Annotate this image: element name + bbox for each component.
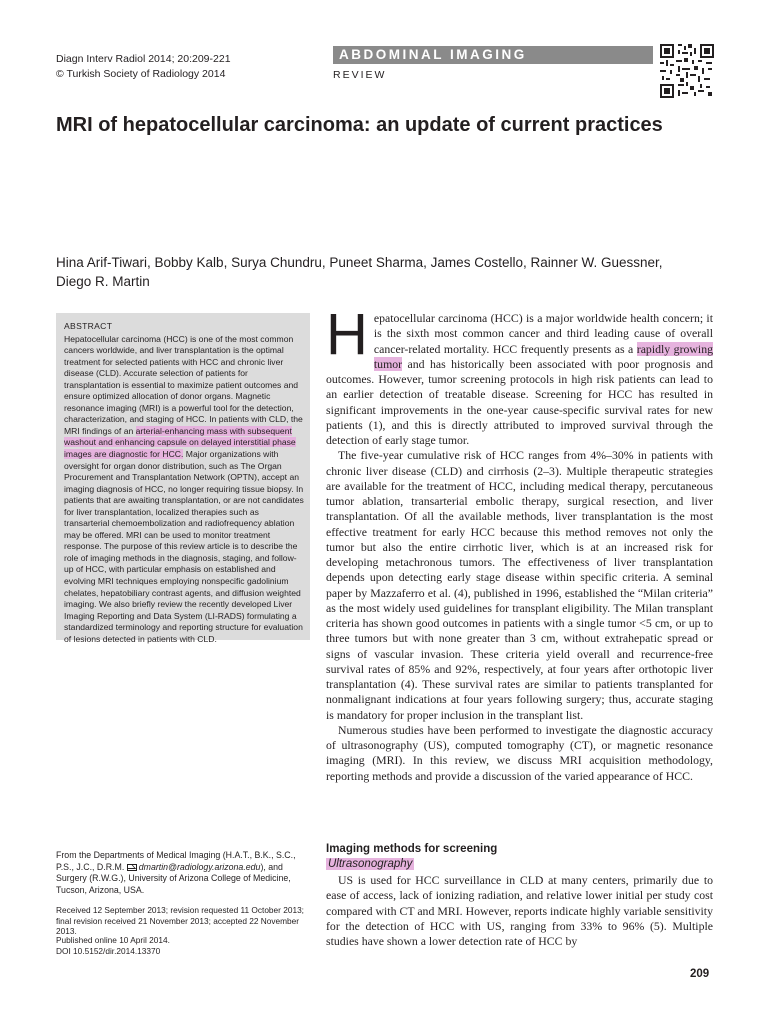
author-list	[56, 253, 716, 291]
authors-line: Diego R. Martin	[56, 274, 150, 289]
section-banner: ABDOMINAL IMAGING	[333, 46, 653, 64]
page-number: 209	[690, 968, 710, 980]
drop-cap: H	[326, 302, 368, 367]
article-title: MRI of hepatocellular carcinoma: an update of current practices	[56, 114, 663, 136]
author-email-link[interactable]: dmartin@radiology.arizona.edu	[138, 861, 261, 872]
body-paragraph: US is used for HCC surveillance in CLD at many centers, primarily due to ease of access, lack of ionizing radiation, and relative lower initial per study cost compared with CT and MRI. However, reports indicate highly variable sensitivity for the detection of HCC with US, ranging from 33% to 96% (5). Multiple studies have shown a lower detection rate of HCC by	[326, 873, 713, 948]
subsection-heading: Ultrasonography	[328, 858, 413, 870]
body-text-2	[326, 873, 713, 949]
published-date: Published online 10 April 2014.	[56, 935, 170, 945]
abstract-highlight: arterial-enhancing mass with subsequent washout and enhancing capsule on delayed interstitial phase images are diagnostic for HCC.	[64, 425, 296, 460]
envelope-icon	[127, 864, 137, 871]
received-note: Received 12 September 2013; revision requested 11 October 2013; final revision received 21 November 2013; accepted 22 November 2013.	[56, 905, 304, 936]
body-text	[326, 302, 713, 784]
body-paragraph: Numerous studies have been performed to investigate the diagnostic accuracy of ultrasonography (US), computed tomography (CT), or magnetic resonance imaging (MRI). In this review, we discuss MRI acquisition methodology, reporting methods and provide a discussion of the varied appearance of HCC.	[326, 722, 713, 783]
abstract-box	[56, 313, 310, 644]
body-highlight: rapidly growing tumor	[373, 341, 713, 371]
body-paragraph: The five-year cumulative risk of HCC ranges from 4%–30% in patients with chronic liver disease (CLD) and cirrhosis (2–3). Multiple therapeutic strategies are available for the treatment of HCC, including medical therapy, percutaneous tumor ablation, transarterial embolic therapy, surgical resection, and liver transplantation. Of all the available methods, liver transplantation is the most effective treatment for early HCC because this method removes not only the tumor but also the entire cirrhotic liver, which is at an increased risk for developing metachronous tumors. The effectiveness of liver transplantation depends upon detecting early stage disease within specific criteria. A seminal paper by Mazzaferro et al. (4), published in 1996, established the “Milan criteria” as the most widely used guidelines for transplant eligibility. The Milan transplant criteria has shown good outcomes in patients with a single tumor <5 cm, or up to three tumors but with none greater than 3 cm, without extrahepatic spread or signs of vascular invasion. These criteria yield overall and recurrence-free survival rates of 85% and 92%, respectively, at four years after orthotopic liver transplantation (4). These survival rates are similar to patients transplanted for nonmalignant indications at four years following surgery; thus, accurate staging is mandatory for proper inclusion in the transplant list.	[326, 448, 713, 722]
doi[interactable]: DOI 10.5152/dir.2014.13370	[56, 945, 161, 956]
copyright-line: © Turkish Society of Radiology 2014	[56, 68, 226, 80]
affiliation-note: From the Departments of Medical Imaging (H.A.T., B.K., S.C., P.S., J.C., D.R.M. dmartin@radiology.arizona.edu), and Surgery (R.W.G.), University of Arizona College of Medicine, Tucson, Arizona, USA.	[56, 850, 296, 895]
publication-note	[56, 935, 310, 956]
qr-code-icon	[660, 44, 714, 98]
journal-header	[56, 52, 231, 82]
abstract-label: ABSTRACT	[64, 321, 113, 331]
abstract-text: Hepatocellular carcinoma (HCC) is one of the most common cancers worldwide, and liver transplantation is the optimal treatment for selected patients with HCC and chronic liver disease (CLD). Accurate selection of patients for transplantation is essential to maximize patient outcomes and ensure optimized allocation of donor organs. Magnetic resonance imaging (MRI) is a powerful tool for the detection, characterization, and staging of HCC. In patients with CLD, the MRI findings of an	[64, 333, 303, 436]
authors-line: Hina Arif-Tiwari, Bobby Kalb, Surya Chundru, Puneet Sharma, James Costello, Rainner W. Guessner,	[56, 255, 663, 270]
section-heading: Imaging methods for screening	[326, 843, 498, 855]
journal-citation: Diagn Interv Radiol 2014; 20:209-221	[56, 53, 231, 65]
body-paragraph: Hepatocellular carcinoma (HCC) is a major worldwide health concern; it is the sixth most common cancer and third leading cause of overall cancer-related mortality. HCC frequently presents as a rapidly growing tumor and has historically been associated with poor prognosis and outcomes. However, tumor screening protocols in high risk patients can lead to an earlier detection of treatable disease. Screening for HCC has resulted in significant improvements in the one-year cause-specific survival rates for new patients (1), and this is directly attributed to improved survival through the detection of early stage tumor.	[326, 302, 713, 447]
article-type: REVIEW	[333, 69, 387, 81]
abstract-text: Major organizations with oversight for organ donor distribution, such as The Organ Procurement and Transplantation Network (OPTN), accept an imaging diagnosis of HCC, no longer requiring tissue biopsy. In patients that are awaiting transplantation, or are not candidates for liver transplantation, localized therapies such as transarterial chemoembolization and radiofrequency ablation may be offered. MRI can be used to monitor treatment response. The purpose of this review article is to describe the role of imaging methods in the diagnosis, staging, and follow-up of HCC, with particular emphasis on established and evolving MRI techniques employing nonspecific gadolinium chelates, hepatobiliary contrast agents, and diffusion weighted imaging. We also briefly review the recently developed Liver Imaging Reporting and Data System (LI-RADS) formulating a standardized terminology and reporting structure for evaluation of lesions detected in patients with CLD.	[64, 449, 304, 644]
